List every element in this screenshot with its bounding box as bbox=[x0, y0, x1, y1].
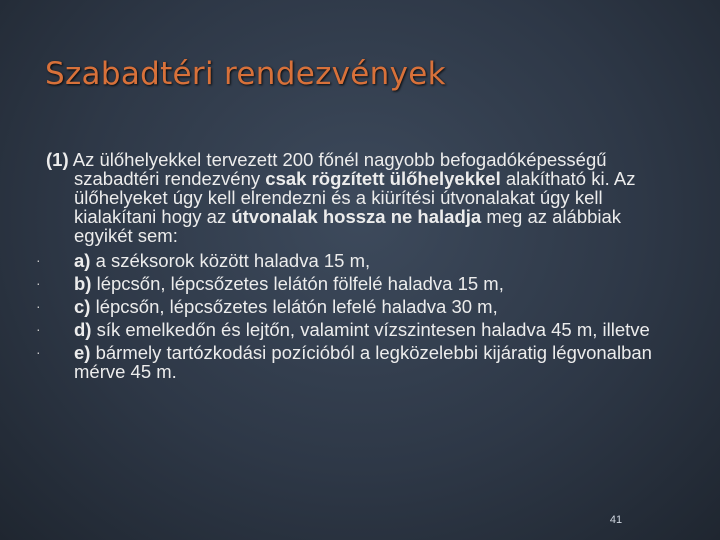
item-label: a) bbox=[74, 250, 91, 271]
item-text: lépcsőn, lépcsőzetes lelátón fölfelé haladva 15 m, bbox=[91, 273, 504, 294]
bullet-icon: · bbox=[36, 344, 41, 360]
item-text: sík emelkedőn és lejtőn, valamint vízszintesen haladva 45 m, illetve bbox=[91, 319, 650, 340]
list-item-c bbox=[38, 297, 678, 316]
item-text: lépcsőn, lépcsőzetes lelátón lefelé haladva 30 m, bbox=[90, 296, 498, 317]
item-label: e) bbox=[74, 342, 91, 363]
paragraph-bold-1: csak rögzített ülőhelyekkel bbox=[265, 168, 501, 189]
list-item-e bbox=[38, 343, 678, 381]
item-text: bármely tartózkodási pozícióból a legközelebbi kijáratig légvonalban mérve 45 m. bbox=[74, 342, 652, 382]
slide-title: Szabadtéri rendezvények bbox=[45, 56, 446, 92]
item-label: d) bbox=[74, 319, 92, 340]
item-text: a széksorok között haladva 15 m, bbox=[90, 250, 371, 271]
page-number: 41 bbox=[609, 514, 623, 526]
paragraph-text-3: meg az alábbiak egyikét sem: bbox=[74, 206, 622, 246]
bullet-icon: · bbox=[36, 321, 41, 337]
slide-body bbox=[38, 150, 678, 385]
bullet-icon: · bbox=[36, 252, 41, 268]
item-label: c) bbox=[74, 296, 91, 317]
intro-paragraph bbox=[38, 150, 678, 245]
list-item-d bbox=[38, 320, 678, 339]
paragraph-text-1: Az ülőhelyekkel tervezett 200 főnél nagyobb befogadóképességű szabadtéri rendezvény bbox=[68, 149, 607, 189]
list-item-a bbox=[38, 251, 678, 270]
bullet-icon: · bbox=[36, 298, 41, 314]
bullet-icon: · bbox=[36, 275, 41, 291]
paragraph-bold-2: útvonalak hossza ne haladja bbox=[231, 206, 482, 227]
paragraph-number: (1) bbox=[46, 149, 69, 170]
list-item-b bbox=[38, 274, 678, 293]
item-label: b) bbox=[74, 273, 92, 294]
paragraph-text-2: alakítható ki. Az ülőhelyeket úgy kell elrendezni és a kiürítési útvonalakat úgy kell kialakítani hogy az bbox=[74, 168, 636, 227]
